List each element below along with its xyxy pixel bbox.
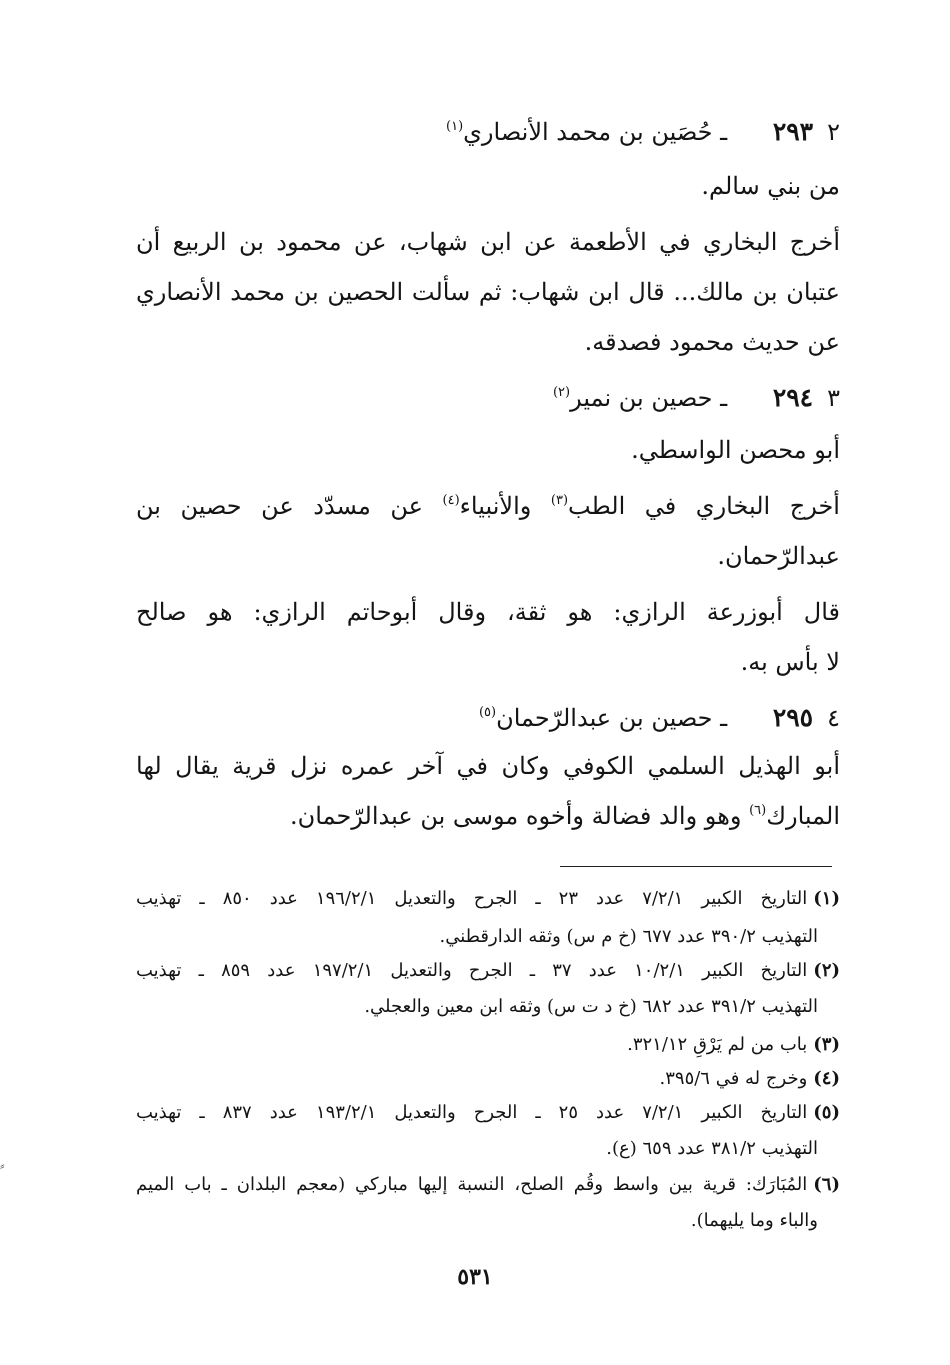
dash: ـ [720,118,728,146]
footnote-ref: (٤) [442,493,460,508]
text-segment: أخرج البخاري في الطب [568,492,840,520]
footnote-ref: (٥) [478,705,497,720]
entry-heading-293 [446,112,840,152]
text-segment: وهو والد فضالة وأخوه موسى بن عبدالرّحمان. [290,802,742,830]
footnote-3 [627,1030,840,1060]
footnote-label: (٣) [813,1034,840,1055]
entry-number: ٢٩٥ [772,703,814,732]
footnote-text: التاريخ الكبير ٧/٢/١ عدد ٢٥ ـ الجرح والتعديل ١٩٣/٢/١ عدد ٨٣٧ ـ تهذيب [136,1102,808,1123]
footnote-ref: (١) [446,119,464,134]
footnote-ref: (٣) [550,493,569,508]
footnote-4 [660,1064,841,1094]
footnote-label: (١) [813,888,840,909]
footnote-2 [136,956,840,986]
footnote-ref: (٦) [749,803,767,818]
scan-margin-mark-icon: ⸗ [0,1158,5,1174]
footnote-label: (٥) [813,1102,840,1123]
footnote-separator [560,866,832,867]
footnote-6 [136,1170,840,1200]
text-segment: المبارك [766,802,840,830]
entry-text-line: عبدالرّحمان. [717,542,840,570]
footnote-text: المُبَارَك: قرية بين واسط وقُم الصلح، النسبة إليها مباركي (معجم البلدان ـ باب الميم [136,1174,808,1195]
footnote-text-line: والباء وما يليهما). [690,1210,818,1231]
footnote-text-line: التهذيب ٣٨١/٢ عدد ٦٥٩ (ع). [606,1138,818,1159]
entry-text-line: قال أبوزرعة الرازي: هو ثقة، وقال أبوحاتم الرازي: هو صالح [136,598,840,626]
entry-index: ٢ [827,118,840,146]
entry-index: ٤ [827,704,840,732]
footnote-text: وخرج له في ٣٩٥/٦. [659,1068,808,1089]
footnote-1 [136,884,840,914]
entry-text-line: أبو الهذيل السلمي الكوفي وكان في آخر عمره نزل قرية يقال لها [136,752,840,780]
footnote-ref: (٢) [552,385,571,400]
entry-text-line: لا بأس به. [740,648,840,676]
entry-text-line: عن حديث محمود فصدقه. [584,328,840,356]
entry-text-line: من بني سالم. [701,172,840,200]
entry-text-line: عتبان بن مالك... قال ابن شهاب: ثم سألت الحصين بن محمد الأنصاري [136,278,840,306]
entry-name: حُصَين بن محمد الأنصاري [463,118,713,146]
page-number: ٥٣١ [457,1264,493,1290]
entry-number: ٢٩٤ [772,383,814,412]
dash: ـ [720,384,728,412]
entry-text-line [136,486,840,526]
entry-heading-295 [479,698,840,738]
footnote-label: (٢) [813,960,841,981]
entry-text-line [290,796,840,836]
entry-number: ٢٩٣ [772,117,814,146]
entry-text-line: أخرج البخاري في الأطعمة عن ابن شهاب، عن محمود بن الربيع أن [136,228,840,256]
footnote-5 [136,1098,840,1128]
footnote-text: التاريخ الكبير ١٠/٢/١ عدد ٣٧ ـ الجرح والتعديل ١٩٧/٢/١ عدد ٨٥٩ ـ تهذيب [136,960,808,981]
entry-text-line: أبو محصن الواسطي. [631,436,840,464]
footnote-text-line: التهذيب ٣٩١/٢ عدد ٦٨٢ (خ د ت س) وثقه ابن معين والعجلي. [364,996,818,1017]
entry-name: حصين بن نمير [570,384,713,412]
footnote-text: التاريخ الكبير ٧/٢/١ عدد ٢٣ ـ الجرح والتعديل ١٩٦/٢/١ عدد ٨٥٠ ـ تهذيب [136,888,808,909]
footnote-label: (٤) [813,1068,840,1089]
entry-name: حصين بن عبدالرّحمان [496,704,713,732]
text-segment: عن مسدّد عن حصين بن [136,492,423,520]
dash: ـ [720,704,728,732]
footnote-text-line: التهذيب ٣٩٠/٢ عدد ٦٧٧ (خ م س) وثقه الدارقطني. [439,926,818,947]
text-segment: والأنبياء [459,492,532,520]
footnote-text: باب من لم يَرْقِ ٣٢١/١٢. [627,1034,808,1055]
entry-heading-294 [553,378,840,418]
footnote-label: (٦) [813,1174,840,1195]
entry-index: ٣ [827,384,840,412]
